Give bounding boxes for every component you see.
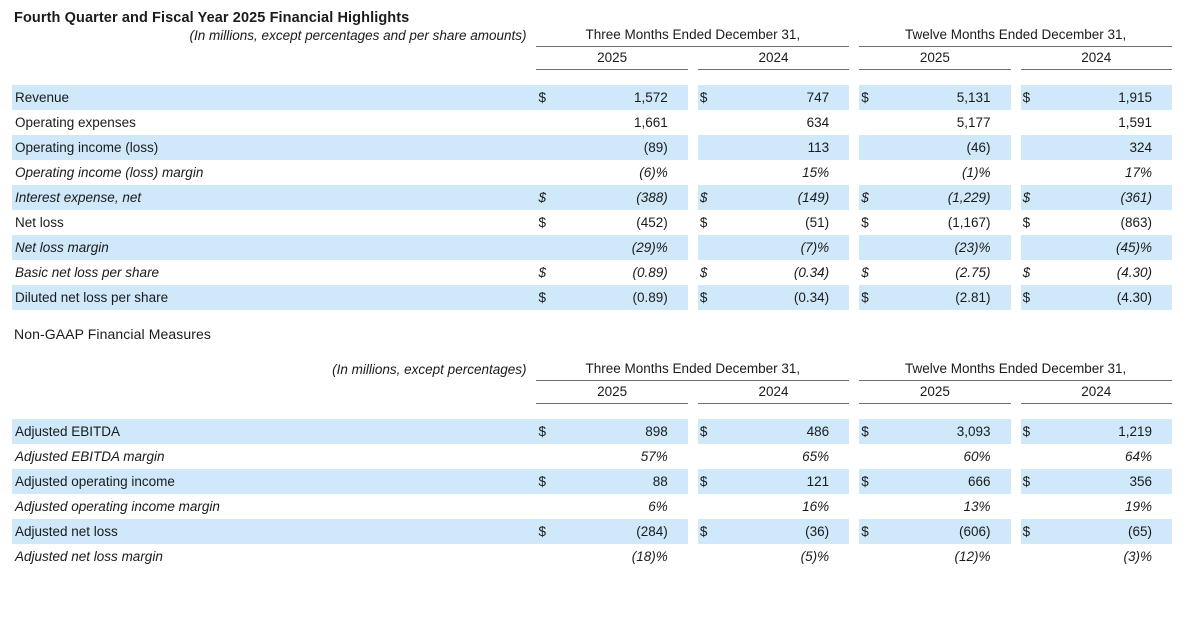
cell-value: (284) — [565, 519, 688, 544]
row-label: Diluted net loss per share — [12, 285, 536, 310]
column-gap — [849, 135, 859, 160]
cell-value: 15% — [802, 165, 830, 180]
cell-value: (606) — [888, 519, 1011, 544]
currency-symbol: $ — [698, 469, 726, 494]
cell-value: (452) — [636, 215, 668, 230]
table-row — [12, 285, 1172, 310]
currency-symbol: $ — [861, 215, 869, 230]
non-gaap-year-fy-2025: 2025 — [859, 381, 1010, 404]
table-row — [12, 519, 1172, 544]
gaap-table-header — [12, 26, 1172, 85]
column-gap — [849, 285, 859, 310]
cell-value: (1)% — [962, 165, 991, 180]
row-label: Adjusted EBITDA margin — [15, 449, 165, 464]
table-row — [12, 469, 1172, 494]
cell-value: 747 — [726, 85, 849, 110]
currency-symbol — [536, 444, 564, 469]
currency-symbol: $ — [536, 185, 564, 210]
column-gap — [688, 544, 698, 569]
cell-value: (65) — [1049, 519, 1172, 544]
table-row — [12, 135, 1172, 160]
column-gap — [849, 469, 859, 494]
column-gap — [1011, 85, 1021, 110]
currency-symbol: $ — [699, 265, 708, 280]
column-gap — [849, 260, 859, 285]
column-gap — [849, 160, 859, 185]
row-label: Operating expenses — [15, 115, 136, 130]
cell-value: (36) — [726, 519, 849, 544]
currency-symbol — [859, 110, 887, 135]
cell-value: (0.89) — [565, 285, 688, 310]
cell-value: (29)% — [565, 235, 688, 260]
non-gaap-title: Non-GAAP Financial Measures — [14, 326, 211, 342]
cell-value: 356 — [1049, 469, 1172, 494]
currency-symbol: $ — [536, 469, 564, 494]
column-gap — [1011, 110, 1021, 135]
header-gap-6 — [688, 381, 698, 404]
currency-symbol: $ — [1021, 85, 1049, 110]
gaap-year-header-row — [12, 47, 1172, 70]
cell-value: (89) — [565, 135, 688, 160]
currency-symbol: $ — [1021, 285, 1049, 310]
cell-value: (3)% — [1123, 549, 1152, 564]
gaap-period-header-row — [12, 26, 1172, 47]
column-gap — [1011, 494, 1021, 519]
column-gap — [688, 444, 698, 469]
currency-symbol: $ — [698, 419, 726, 444]
row-label: Adjusted EBITDA — [12, 419, 536, 444]
currency-symbol: $ — [698, 519, 726, 544]
currency-symbol — [1021, 235, 1049, 260]
column-gap — [849, 444, 859, 469]
table-row — [12, 235, 1172, 260]
column-gap — [1011, 469, 1021, 494]
row-label: Revenue — [12, 85, 536, 110]
column-gap — [688, 235, 698, 260]
currency-symbol — [698, 544, 726, 569]
currency-symbol: $ — [536, 419, 564, 444]
currency-symbol — [1021, 110, 1049, 135]
cell-value: (5)% — [800, 549, 830, 564]
cell-value: 486 — [726, 419, 849, 444]
currency-symbol: $ — [536, 519, 564, 544]
column-gap — [688, 135, 698, 160]
column-gap — [1011, 235, 1021, 260]
currency-symbol: $ — [536, 85, 564, 110]
non-gaap-year-q-2024: 2024 — [698, 381, 849, 404]
cell-value: (388) — [565, 185, 688, 210]
row-label: Interest expense, net — [12, 185, 536, 210]
row-label: Adjusted operating income — [12, 469, 536, 494]
non-gaap-financials-table — [12, 360, 1172, 569]
cell-value: 121 — [726, 469, 849, 494]
currency-symbol — [698, 160, 726, 185]
cell-value: 1,572 — [565, 85, 688, 110]
currency-symbol: $ — [1021, 519, 1049, 544]
currency-symbol — [698, 494, 726, 519]
currency-symbol — [859, 235, 887, 260]
header-gap-1 — [849, 26, 859, 47]
column-gap — [1011, 185, 1021, 210]
column-gap — [688, 519, 698, 544]
column-gap — [1011, 210, 1021, 235]
cell-value: (6)% — [639, 165, 668, 180]
header-gap-7 — [849, 381, 859, 404]
header-gap-2 — [688, 47, 698, 70]
gaap-table-body — [12, 85, 1172, 310]
cell-value: 6% — [648, 499, 668, 514]
column-gap — [1011, 419, 1021, 444]
table-row — [12, 444, 1172, 469]
column-gap — [1011, 160, 1021, 185]
column-gap — [1011, 519, 1021, 544]
cell-value: 634 — [806, 115, 830, 130]
currency-symbol: $ — [859, 285, 887, 310]
gaap-year-q-2025: 2025 — [536, 47, 687, 70]
currency-symbol — [859, 135, 887, 160]
cell-value: 324 — [1049, 135, 1172, 160]
non-gaap-header-spacer — [12, 404, 1172, 420]
cell-value: (51) — [805, 215, 830, 230]
currency-symbol: $ — [859, 185, 887, 210]
currency-symbol — [859, 444, 887, 469]
cell-value: (361) — [1049, 185, 1172, 210]
cell-value: (46) — [888, 135, 1011, 160]
cell-value: 5,131 — [888, 85, 1011, 110]
currency-symbol — [698, 444, 726, 469]
column-gap — [688, 469, 698, 494]
gaap-header-spacer — [12, 70, 1172, 86]
cell-value: (149) — [726, 185, 849, 210]
column-gap — [849, 110, 859, 135]
column-gap — [688, 494, 698, 519]
column-gap — [849, 235, 859, 260]
table-row — [12, 210, 1172, 235]
cell-value: 19% — [1124, 499, 1152, 514]
non-gaap-period-three-months: Three Months Ended December 31, — [536, 360, 849, 381]
non-gaap-year-header-row — [12, 381, 1172, 404]
currency-symbol: $ — [698, 185, 726, 210]
column-gap — [688, 160, 698, 185]
column-gap — [1011, 544, 1021, 569]
cell-value: 898 — [565, 419, 688, 444]
row-label: Basic net loss per share — [15, 265, 160, 280]
gaap-year-fy-2024: 2024 — [1021, 47, 1172, 70]
cell-value: (2.81) — [888, 285, 1011, 310]
cell-value: 113 — [726, 135, 849, 160]
column-gap — [849, 519, 859, 544]
column-gap — [688, 185, 698, 210]
column-gap — [688, 85, 698, 110]
cell-value: 1,591 — [1118, 115, 1152, 130]
currency-symbol — [536, 544, 564, 569]
table-row — [12, 494, 1172, 519]
column-gap — [849, 494, 859, 519]
cell-value: (45)% — [1049, 235, 1172, 260]
non-gaap-year-fy-2024: 2024 — [1021, 381, 1172, 404]
table-row — [12, 160, 1172, 185]
cell-value: 1,661 — [633, 115, 668, 130]
cell-value: 16% — [802, 499, 830, 514]
table-row — [12, 544, 1172, 569]
column-gap — [1011, 135, 1021, 160]
currency-symbol: $ — [538, 265, 546, 280]
cell-value: 65% — [802, 449, 830, 464]
cell-value: (0.34) — [726, 285, 849, 310]
column-gap — [1011, 260, 1021, 285]
header-label-blank — [12, 47, 536, 70]
currency-symbol — [1021, 444, 1049, 469]
cell-value: 88 — [565, 469, 688, 494]
column-gap — [1011, 444, 1021, 469]
column-gap — [849, 85, 859, 110]
currency-symbol — [1021, 160, 1049, 185]
currency-symbol — [536, 235, 564, 260]
column-gap — [849, 185, 859, 210]
currency-symbol — [536, 160, 564, 185]
currency-symbol: $ — [1021, 469, 1049, 494]
cell-value: (0.34) — [793, 265, 830, 280]
cell-value: 3,093 — [888, 419, 1011, 444]
column-gap — [849, 544, 859, 569]
currency-symbol: $ — [861, 265, 869, 280]
currency-symbol — [536, 135, 564, 160]
cell-value: 60% — [963, 449, 991, 464]
header-gap-4 — [1011, 47, 1021, 70]
column-gap — [688, 110, 698, 135]
currency-symbol: $ — [859, 519, 887, 544]
cell-value: (7)% — [726, 235, 849, 260]
row-label: Net loss — [15, 215, 64, 230]
table-row — [12, 185, 1172, 210]
non-gaap-table-header — [12, 360, 1172, 419]
table-row — [12, 419, 1172, 444]
column-gap — [1011, 285, 1021, 310]
currency-symbol — [698, 235, 726, 260]
column-gap — [849, 210, 859, 235]
non-gaap-period-header-row — [12, 360, 1172, 381]
currency-symbol — [859, 544, 887, 569]
column-gap — [688, 419, 698, 444]
currency-symbol: $ — [1022, 265, 1031, 280]
cell-value: (12)% — [954, 549, 991, 564]
row-label: Operating income (loss) margin — [15, 165, 204, 180]
column-gap — [688, 285, 698, 310]
column-gap — [688, 260, 698, 285]
cell-value: 64% — [1124, 449, 1152, 464]
non-gaap-year-q-2025: 2025 — [536, 381, 687, 404]
non-gaap-period-twelve-months: Twelve Months Ended December 31, — [859, 360, 1172, 381]
currency-symbol: $ — [1021, 419, 1049, 444]
currency-symbol — [1021, 544, 1049, 569]
gaap-units-note: (In millions, except percentages and per share amounts) — [189, 27, 527, 43]
row-label: Adjusted net loss — [12, 519, 536, 544]
header-gap-3 — [849, 47, 859, 70]
cell-value: (863) — [1120, 215, 1152, 230]
cell-value: 5,177 — [956, 115, 991, 130]
gaap-year-q-2024: 2024 — [698, 47, 849, 70]
table-row — [12, 260, 1172, 285]
row-label: Operating income (loss) — [12, 135, 536, 160]
cell-value: (18)% — [631, 549, 668, 564]
currency-symbol — [859, 494, 887, 519]
currency-symbol — [698, 110, 726, 135]
cell-value: 666 — [888, 469, 1011, 494]
cell-value: 1,915 — [1049, 85, 1172, 110]
table-row — [12, 85, 1172, 110]
column-gap — [688, 210, 698, 235]
page-title: Fourth Quarter and Fiscal Year 2025 Financial Highlights — [14, 10, 410, 26]
gaap-period-twelve-months: Twelve Months Ended December 31, — [859, 26, 1172, 47]
currency-symbol: $ — [699, 215, 708, 230]
cell-value: (4.30) — [1116, 265, 1152, 280]
currency-symbol: $ — [538, 215, 546, 230]
currency-symbol: $ — [1021, 185, 1049, 210]
row-label: Adjusted net loss margin — [15, 549, 163, 564]
cell-value: (4.30) — [1049, 285, 1172, 310]
cell-value: (0.89) — [632, 265, 668, 280]
cell-value: (2.75) — [955, 265, 991, 280]
currency-symbol — [536, 110, 564, 135]
currency-symbol — [1021, 494, 1049, 519]
non-gaap-units-note: (In millions, except percentages) — [332, 361, 527, 377]
currency-symbol — [859, 160, 887, 185]
cell-value: 13% — [963, 499, 991, 514]
row-label: Adjusted operating income margin — [15, 499, 220, 514]
header-gap-8 — [1011, 381, 1021, 404]
gaap-period-three-months: Three Months Ended December 31, — [536, 26, 849, 47]
currency-symbol: $ — [698, 285, 726, 310]
non-gaap-table-body — [12, 419, 1172, 569]
currency-symbol: $ — [859, 419, 887, 444]
cell-value: 17% — [1124, 165, 1152, 180]
currency-symbol: $ — [859, 85, 887, 110]
column-gap — [849, 419, 859, 444]
table-row — [12, 110, 1172, 135]
currency-symbol: $ — [536, 285, 564, 310]
cell-value: 1,219 — [1049, 419, 1172, 444]
currency-symbol: $ — [698, 85, 726, 110]
currency-symbol — [698, 135, 726, 160]
currency-symbol: $ — [1022, 215, 1031, 230]
gaap-financials-table — [12, 26, 1172, 310]
cell-value: (23)% — [888, 235, 1011, 260]
gaap-year-fy-2025: 2025 — [859, 47, 1010, 70]
header-label-blank-2 — [12, 381, 536, 404]
cell-value: (1,167) — [947, 215, 991, 230]
cell-value: 57% — [640, 449, 668, 464]
row-label: Net loss margin — [12, 235, 536, 260]
cell-value: (1,229) — [888, 185, 1011, 210]
currency-symbol — [536, 494, 564, 519]
header-gap-5 — [849, 360, 859, 381]
currency-symbol — [1021, 135, 1049, 160]
currency-symbol: $ — [859, 469, 887, 494]
